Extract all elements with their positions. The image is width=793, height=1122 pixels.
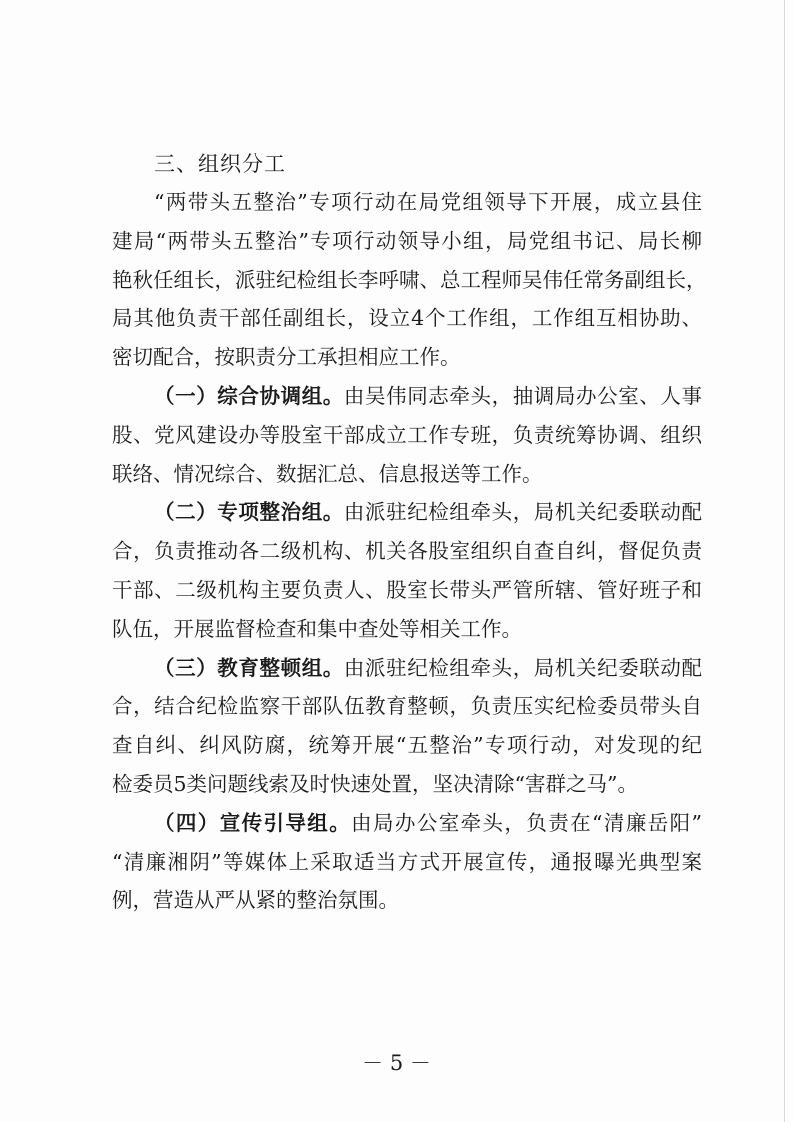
group-paragraph-1 (112, 377, 702, 493)
paragraph-line: 检委员5类问题线索及时快速处置，坚决清除“害群之马”。 (112, 771, 639, 796)
group-paragraph-2 (112, 493, 702, 648)
paragraph-line: 局其他负责干部任副组长，设立4个工作组，工作组互相协助、 (112, 306, 702, 331)
group-text: 由派驻纪检组牵头，局机关纪委联动配 (343, 500, 703, 525)
group-title: （二）专项整治组。 (154, 500, 344, 525)
paragraph-line (112, 649, 702, 688)
document-body (112, 146, 707, 920)
paragraph-line: “两带头五整治”专项行动在局党组领导下开展，成立县住 (154, 190, 702, 214)
paragraph-line: 艳秋任组长，派驻纪检组长李呼啸、总工程师吴伟任常务副组长， (112, 267, 707, 292)
section-heading: 三、组织分工 (154, 152, 286, 176)
paragraph-line: 股、党风建设办等股室干部成立工作专班，负责统筹协调、组织 (112, 422, 702, 447)
paragraph-line: 合，负责推动各二级机构、机关各股室组织自查自纠，督促负责 (112, 539, 702, 564)
paragraph-line: 例，营造从严从紧的整治氛围。 (112, 888, 399, 913)
group-paragraph-4 (112, 804, 702, 920)
group-paragraph-3 (112, 649, 702, 804)
group-title: （三）教育整顿组。 (154, 655, 344, 680)
paragraph-line: 队伍，开展监督检查和集中查处等相关工作。 (112, 616, 522, 641)
paragraph-line: 查自纠、纠风防腐，统筹开展“五整治”专项行动，对发现的纪 (112, 733, 702, 758)
page-number: － 5 － (362, 1051, 431, 1075)
group-title: （一）综合协调组。 (154, 383, 344, 408)
paragraph-line: 干部、二级机构主要负责人、股室长带头严管所辖、管好班子和 (112, 577, 702, 602)
paragraph-line (112, 804, 702, 843)
paragraph-line (112, 377, 702, 416)
paragraph-line: 建局“两带头五整治”专项行动领导小组，局党组书记、局长柳 (112, 228, 702, 253)
group-title: （四）宣传引导组。 (154, 810, 352, 835)
intro-paragraph (112, 183, 707, 377)
paragraph-line: 密切配合，按职责分工承担相应工作。 (112, 345, 461, 370)
paragraph-line: 联络、情况综合、数据汇总、信息报送等工作。 (112, 461, 543, 486)
paragraph-line: 合，结合纪检监察干部队伍教育整顿，负责压实纪检委员带头自 (112, 694, 702, 719)
paragraph-line (112, 493, 702, 532)
scan-edge-line (784, 0, 785, 1122)
group-text: 由局办公室牵头，负责在“清廉岳阳” (351, 810, 703, 835)
paragraph-line: “清廉湘阴”等媒体上采取适当方式开展宣传，通报曝光典型案 (112, 849, 702, 874)
group-text: 由派驻纪检组牵头，局机关纪委联动配 (343, 655, 703, 680)
group-text: 由吴伟同志牵头，抽调局办公室、人事 (343, 383, 703, 408)
